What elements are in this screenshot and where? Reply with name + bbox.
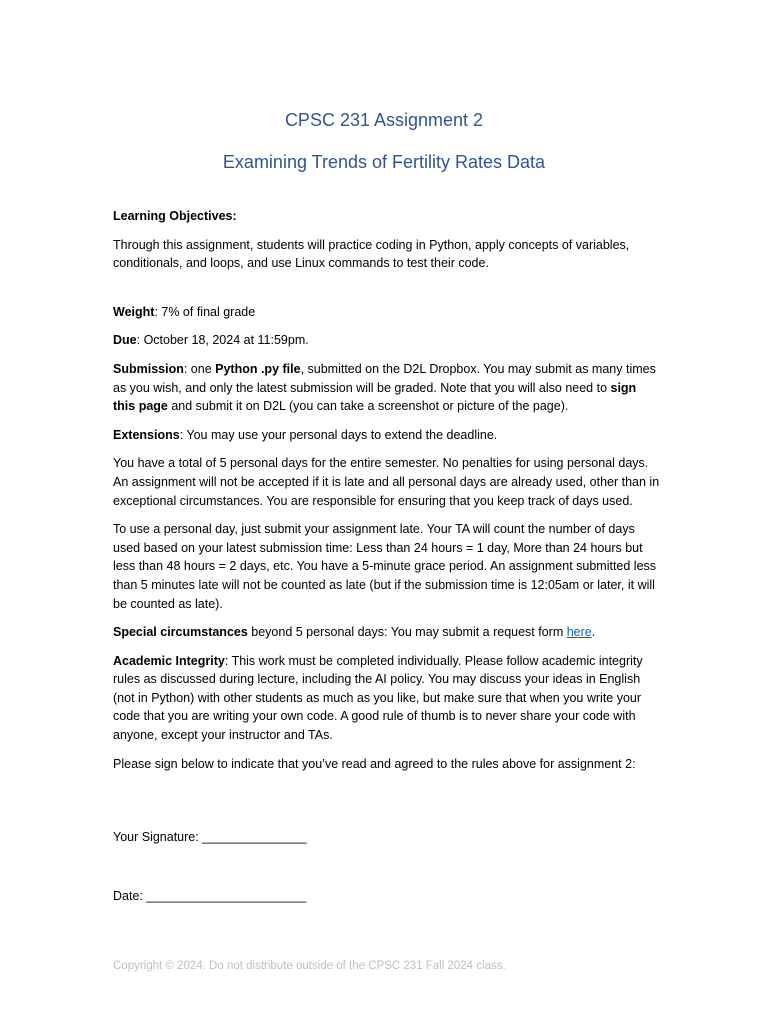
academic-integrity-label: Academic Integrity	[113, 653, 225, 668]
academic-integrity-paragraph: Academic Integrity: This work must be completed individually. Please follow academic integrity rules as discussed during lecture, including the AI policy. You may discuss your ideas in English (not in Python) with other students as much as you like, but make sure that when you write your code that you are writing your own code. A good rule of thumb is to never share your code with anyone, except your instructor and TAs.	[113, 653, 643, 743]
date-line: Date: _______________________	[113, 889, 307, 903]
sign-this-page: sign this page	[113, 380, 637, 414]
request-form-link[interactable]: here	[566, 625, 592, 640]
sign-prompt: Please sign below to indicate that you’ve read and agreed to the rules above for assignment 2:	[113, 756, 636, 771]
signature-line: Your Signature: _______________	[113, 830, 307, 844]
submission-paragraph: Submission: one Python .py file, submitted on the D2L Dropbox. You may submit as many times as you wish, and only the latest submission will be graded. Note that you will also need to sign this page and submit it on D2L (you can take a screenshot or picture of the page).	[113, 361, 656, 414]
due-paragraph	[113, 331, 661, 350]
extensions-paragraph	[113, 426, 661, 445]
extensions-text: : You may use your personal days to extend the deadline.	[179, 427, 498, 442]
due-label: Due	[113, 333, 137, 348]
weight-paragraph	[113, 303, 661, 322]
weight-label: Weight	[113, 304, 155, 319]
learning-objectives-text: Through this assignment, students will practice coding in Python, apply concepts of variables, conditionals, and loops, and use Linux commands to test their code.	[113, 237, 630, 271]
document-subtitle: Examining Trends of Fertility Rates Data	[222, 152, 546, 172]
extensions-label: Extensions	[113, 427, 180, 442]
special-circumstances-paragraph: Special circumstances beyond 5 personal days: You may submit a request form here.	[113, 625, 596, 640]
special-circumstances-label: Special circumstances	[113, 625, 248, 640]
document-body	[113, 207, 661, 783]
personal-days-paragraph: You have a total of 5 personal days for the entire semester. No penalties for using personal days. An assignment will not be accepted if it is late and all personal days are already used, other than in exceptional circumstances. You are responsible for ensuring that you keep track of days used.	[113, 456, 660, 508]
learning-objectives-heading: Learning Objectives:	[113, 209, 237, 223]
copyright-footer: Copyright © 2024. Do not distribute outside of the CPSC 231 Fall 2024 class.	[113, 960, 506, 972]
weight-text: : 7% of final grade	[154, 304, 256, 319]
late-policy-paragraph: To use a personal day, just submit your assignment late. Your TA will count the number of days used based on your latest submission time: Less than 24 hours = 1 day, More than 24 hours but less than 48 hours = 2 days, etc. You have a 5-minute grace period. An assignment submitted less than 5 minutes late will not be counted as late (but if the submission time is 12:05am or later, it will be counted as late).	[113, 522, 657, 611]
submission-file-type: Python .py file	[215, 361, 301, 376]
submission-label: Submission	[113, 361, 184, 376]
due-text: : October 18, 2024 at 11:59pm.	[136, 333, 309, 348]
document-title: CPSC 231 Assignment 2	[284, 110, 484, 130]
